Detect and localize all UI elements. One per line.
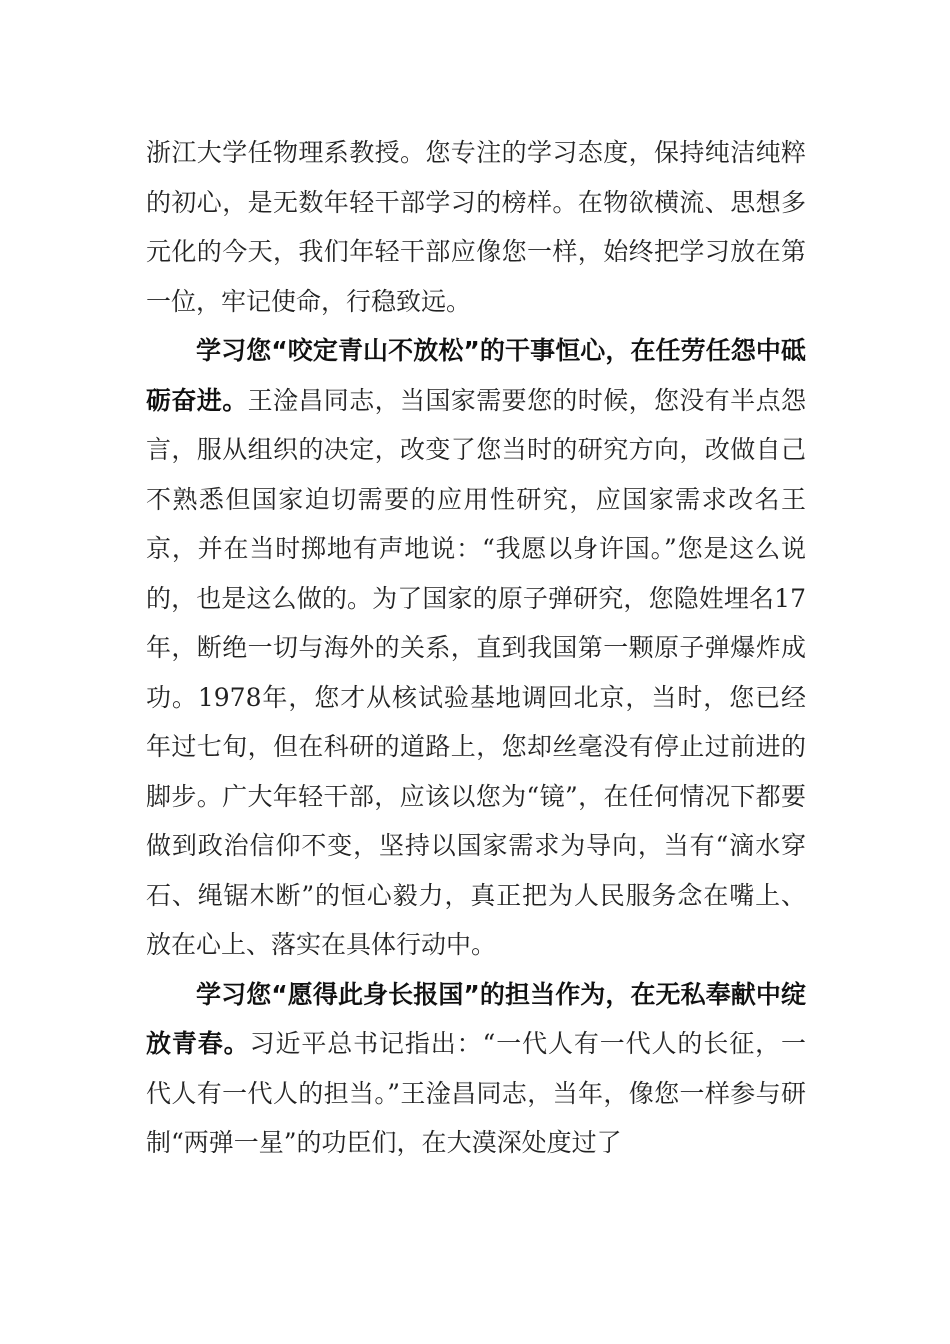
document-body bbox=[146, 128, 806, 1168]
paragraph-1 bbox=[146, 128, 806, 326]
paragraph-2 bbox=[146, 326, 806, 970]
paragraph-2-body: 王淦昌同志，当国家需要您的时候，您没有半点怨言，服从组织的决定，改变了您当时的研究方向，改做自己不熟悉但国家迫切需要的应用性研究，应国家需求改名王京，并在当时掷地有声地说：“我愿以身许国。”您是这么说的，也是这么做的。为了国家的原子弹研究，您隐姓埋名17年，断绝一切与海外的关系，直到我国第一颗原子弹爆炸成功。1978年，您才从核试验基地调回北京，当时，您已经年过七旬，但在科研的道路上，您却丝毫没有停止过前进的脚步。广大年轻干部，应该以您为“镜”，在任何情况下都要做到政治信仰不变，坚持以国家需求为导向，当有“滴水穿石、绳锯木断”的恒心毅力，真正把为人民服务念在嘴上、放在心上、落实在具体行动中。 bbox=[146, 385, 806, 959]
paragraph-3-lead-sentence: 学习您“愿得此身长报国”的担当作为，在无私奉献中绽放青春。 bbox=[146, 979, 806, 1058]
paragraph-3-body: 习近平总书记指出：“一代人有一代人的长征，一代人有一代人的担当。”王淦昌同志，当年，像您一样参与研制“两弹一星”的功臣们，在大漠深处度过了 bbox=[146, 1029, 806, 1157]
paragraph-2-lead-sentence: 学习您“咬定青山不放松”的干事恒心，在任劳任怨中砥砺奋进。 bbox=[146, 336, 806, 415]
paragraph-3 bbox=[146, 970, 806, 1168]
paragraph-1-body: 浙江大学任物理系教授。您专注的学习态度，保持纯洁纯粹的初心，是无数年轻干部学习的榜样。在物欲横流、思想多元化的今天，我们年轻干部应像您一样，始终把学习放在第一位，牢记使命，行稳致远。 bbox=[146, 138, 806, 316]
